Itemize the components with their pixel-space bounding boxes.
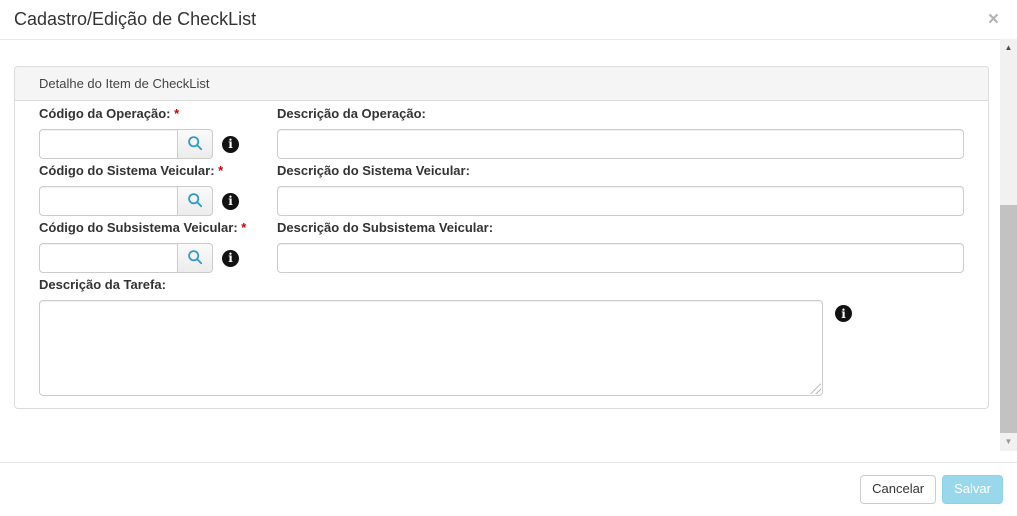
search-subsistema-veicular-button[interactable] — [177, 243, 213, 273]
codigo-subsistema-label-text: Código do Subsistema Veicular: — [39, 220, 238, 235]
search-operacao-button[interactable] — [177, 129, 213, 159]
descricao-sistema-veicular-input[interactable] — [277, 186, 964, 216]
info-sistema-veicular-icon[interactable]: i — [222, 193, 239, 210]
codigo-subsistema-label — [39, 220, 277, 236]
modal-header — [0, 0, 1017, 40]
scroll-down-icon[interactable]: ▼ — [1004, 437, 1013, 446]
info-subsistema-veicular-icon[interactable]: i — [222, 250, 239, 267]
row-operacao — [39, 106, 964, 159]
codigo-sistema-label-text: Código do Sistema Veicular: — [39, 163, 215, 178]
row-subsistema-veicular — [39, 220, 964, 273]
required-marker: * — [241, 220, 247, 235]
info-tarefa-icon[interactable]: i — [835, 305, 852, 322]
close-icon[interactable]: × — [982, 8, 1005, 31]
codigo-sistema-veicular-input[interactable] — [39, 186, 177, 216]
vertical-scrollbar[interactable] — [1000, 39, 1017, 451]
descricao-sistema-label: Descrição do Sistema Veicular: — [277, 163, 470, 178]
panel-title: Detalhe do Item de CheckList — [15, 67, 988, 101]
scrollbar-thumb[interactable] — [1000, 205, 1017, 433]
modal-footer — [0, 462, 1017, 516]
modal-title: Cadastro/Edição de CheckList — [14, 9, 257, 29]
search-icon — [187, 192, 203, 211]
descricao-tarefa-label: Descrição da Tarefa: — [39, 277, 166, 292]
descricao-operacao-input[interactable] — [277, 129, 964, 159]
required-marker: * — [174, 106, 180, 121]
search-icon — [187, 135, 203, 154]
scroll-up-icon[interactable]: ▲ — [1004, 43, 1013, 52]
row-sistema-veicular — [39, 163, 964, 216]
panel-body — [15, 101, 988, 408]
row-tarefa — [39, 277, 964, 396]
descricao-tarefa-textarea[interactable] — [39, 300, 823, 396]
codigo-operacao-label — [39, 106, 277, 122]
codigo-operacao-label-text: Código da Operação: — [39, 106, 171, 121]
descricao-subsistema-veicular-input[interactable] — [277, 243, 964, 273]
info-operacao-icon[interactable]: i — [222, 136, 239, 153]
cancel-button[interactable]: Cancelar — [860, 475, 936, 504]
descricao-subsistema-label: Descrição do Subsistema Veicular: — [277, 220, 494, 235]
descricao-operacao-label: Descrição da Operação: — [277, 106, 426, 121]
codigo-operacao-input[interactable] — [39, 129, 177, 159]
checklist-detail-panel — [14, 66, 989, 409]
save-button[interactable]: Salvar — [942, 475, 1003, 504]
codigo-sistema-label — [39, 163, 277, 179]
required-marker: * — [218, 163, 224, 178]
modal-body — [0, 40, 1017, 462]
codigo-subsistema-veicular-input[interactable] — [39, 243, 177, 273]
search-icon — [187, 249, 203, 268]
search-sistema-veicular-button[interactable] — [177, 186, 213, 216]
